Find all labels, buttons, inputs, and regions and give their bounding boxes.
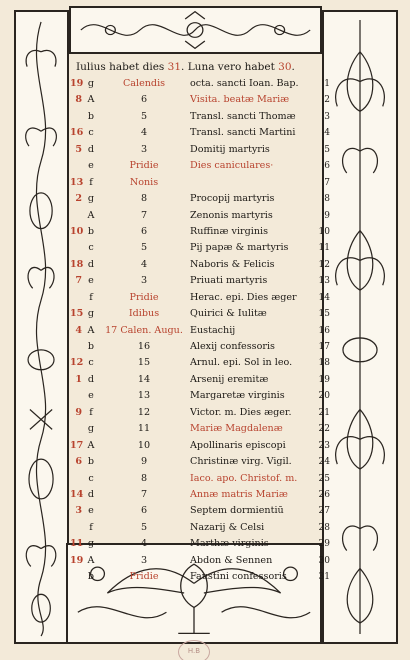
feast-name: Iaco. apo. Christof. m.	[190, 472, 298, 484]
dominical-letter: d	[87, 143, 95, 155]
roman-date: 11	[137, 423, 151, 435]
roman-date: 15	[137, 357, 151, 369]
dominical-letter: c	[88, 357, 94, 369]
flower-column-icon	[324, 12, 396, 642]
day-number: 27	[318, 506, 330, 517]
day-number: 30	[318, 555, 330, 566]
left-border-ornament	[14, 10, 69, 644]
calendar-row	[70, 438, 330, 454]
feast-name: Herac. epi. Dies æger	[190, 291, 297, 303]
dominical-letter: A	[87, 209, 95, 221]
golden-number: 15	[70, 308, 84, 320]
top-border-ornament	[69, 6, 322, 54]
golden-number: 18	[70, 258, 84, 270]
roman-date: 17 Calen. Augu.	[105, 324, 183, 336]
dominical-letter: A	[87, 324, 95, 336]
feast-name: Transl. sancti Thomæ	[190, 110, 296, 122]
day-number: 19	[318, 374, 330, 385]
roman-date: Pridie	[129, 160, 159, 172]
calendar-row	[70, 92, 330, 108]
dominical-letter: c	[88, 472, 94, 484]
feast-name: Mariæ Magdalenæ	[190, 423, 283, 435]
dominical-letter: e	[88, 160, 94, 172]
feast-name: Arsenij eremitæ	[190, 373, 269, 385]
roman-date: 8	[140, 193, 148, 205]
day-number: 28	[318, 522, 330, 533]
roman-date: 9	[140, 456, 148, 468]
calendar-row	[70, 553, 330, 569]
dominical-letter: f	[89, 291, 93, 303]
feast-name: Marthæ virginis	[190, 538, 269, 550]
day-number: 7	[324, 177, 330, 188]
roman-date: 7	[140, 209, 148, 221]
roman-date: 6	[140, 94, 148, 106]
day-number: 10	[318, 226, 330, 237]
day-number: 12	[318, 259, 330, 270]
heading-text-3: .	[291, 61, 295, 73]
roman-date: 5	[140, 242, 148, 254]
dominical-letter: g	[87, 308, 95, 320]
dominical-letter: c	[88, 242, 94, 254]
calendar-row	[70, 125, 330, 141]
day-number: 9	[324, 210, 330, 221]
feast-name: Quirici & Iulitæ	[190, 308, 267, 320]
feast-name: Eustachij	[190, 324, 236, 336]
calendar-row	[70, 536, 330, 552]
feast-name: Faustini confessoris	[190, 571, 287, 583]
dominical-letter: b	[87, 110, 95, 122]
calendar-row	[70, 240, 330, 256]
feast-name: Christinæ virg. Vigil.	[190, 456, 292, 468]
scroll-ornament-icon	[71, 8, 320, 52]
calendar-row	[70, 421, 330, 437]
month-heading	[76, 60, 316, 74]
calendar-row	[70, 520, 330, 536]
calendar-row	[70, 191, 330, 207]
calendar-row	[70, 388, 330, 404]
day-number: 5	[324, 144, 330, 155]
day-number: 21	[318, 407, 330, 418]
calendar-row	[70, 503, 330, 519]
golden-number: 4	[75, 324, 82, 336]
dominical-letter: A	[87, 94, 95, 106]
feast-name: Transl. sancti Martini	[190, 127, 296, 139]
roman-date: 3	[140, 554, 148, 566]
feast-name: Alexij confessoris	[190, 341, 275, 352]
golden-number: 6	[75, 456, 82, 468]
roman-date: 3	[140, 143, 148, 155]
calendar-row	[70, 273, 330, 289]
feast-name: Domitij martyris	[190, 143, 270, 155]
day-number: 22	[318, 424, 330, 435]
roman-date: 6	[140, 505, 148, 517]
dominical-letter: e	[88, 390, 94, 402]
feast-name: Annæ matris Mariæ	[190, 488, 288, 500]
calendar-row	[70, 405, 330, 421]
calendar-row	[70, 372, 330, 388]
library-stamp: H.B	[178, 640, 210, 660]
dominical-letter: A	[87, 554, 95, 566]
calendar-row	[70, 224, 330, 240]
calendar-table	[70, 76, 330, 586]
day-number: 17	[318, 342, 330, 352]
day-number: 2	[324, 95, 330, 106]
golden-number: 11	[70, 538, 84, 550]
calendar-row	[70, 323, 330, 339]
golden-number: 16	[70, 127, 84, 139]
day-number: 4	[324, 128, 330, 139]
dominical-letter: b	[87, 225, 95, 237]
dominical-letter: g	[87, 423, 95, 435]
vine-ornament-icon	[16, 12, 67, 642]
dominical-letter: g	[87, 538, 95, 550]
dominical-letter: f	[89, 176, 93, 188]
feast-name: Zenonis martyris	[190, 209, 273, 221]
day-number: 23	[318, 440, 330, 451]
golden-number: 17	[70, 439, 84, 451]
golden-number: 10	[70, 225, 84, 237]
roman-date: Calendis	[122, 78, 166, 89]
golden-number: 8	[75, 94, 82, 106]
roman-date: 10	[137, 439, 151, 451]
day-number: 18	[318, 358, 330, 369]
golden-number: 19	[70, 78, 84, 89]
dominical-letter: f	[89, 521, 93, 533]
golden-number: 12	[70, 357, 84, 369]
dominical-letter: d	[87, 488, 95, 500]
calendar-row	[70, 208, 330, 224]
day-number: 13	[318, 276, 330, 287]
day-number: 20	[318, 391, 330, 402]
dominical-letter: b	[87, 456, 95, 468]
calendar-row	[70, 109, 330, 125]
roman-date: 16	[137, 341, 151, 352]
feast-name: Septem dormientiū	[190, 505, 284, 517]
dominical-letter: b	[87, 571, 95, 583]
day-number: 15	[318, 309, 330, 320]
feast-name: Visita. beatæ Mariæ	[190, 94, 290, 106]
golden-number: 5	[75, 143, 82, 155]
day-number: 24	[318, 457, 330, 468]
golden-number: 14	[70, 488, 84, 500]
dominical-letter: e	[88, 275, 94, 287]
dominical-letter: d	[87, 373, 95, 385]
calendar-row	[70, 569, 330, 585]
calendar-row	[70, 290, 330, 306]
calendar-row	[70, 487, 330, 503]
lunar-days-count: 30	[278, 61, 292, 73]
dominical-letter: b	[87, 341, 95, 352]
month-days-count: 31	[167, 61, 182, 73]
roman-date: 4	[140, 258, 148, 270]
day-number: 8	[324, 194, 330, 205]
calendar-row	[70, 355, 330, 371]
roman-date: Pridie	[129, 571, 159, 583]
day-number: 6	[324, 161, 330, 172]
day-number: 26	[318, 489, 330, 500]
dominical-letter: A	[87, 439, 95, 451]
golden-number: 19	[70, 554, 84, 566]
golden-number: 3	[75, 505, 82, 517]
dominical-letter: c	[88, 127, 94, 139]
roman-date: Pridie	[129, 291, 159, 303]
day-number: 31	[318, 572, 330, 583]
roman-date: 5	[140, 110, 148, 122]
day-number: 1	[324, 79, 330, 89]
dominical-letter: d	[87, 258, 95, 270]
right-border-ornament	[322, 10, 398, 644]
feast-name: Priuati martyris	[190, 275, 268, 287]
roman-date: 13	[137, 390, 151, 402]
dominical-letter: g	[87, 193, 95, 205]
roman-date: Idibus	[128, 308, 160, 320]
feast-name: octa. sancti Ioan. Bap.	[190, 78, 299, 89]
day-number: 3	[324, 111, 330, 122]
calendar-row	[70, 142, 330, 158]
calendar-row	[70, 454, 330, 470]
roman-date: 7	[140, 488, 148, 500]
roman-date: 5	[140, 521, 148, 533]
feast-name: Nazarij & Celsi	[190, 521, 265, 533]
roman-date: 12	[137, 406, 151, 418]
golden-number: 13	[70, 176, 84, 188]
heading-text-2: . Luna vero habet	[181, 61, 279, 73]
roman-date: Nonis	[129, 176, 159, 188]
feast-name: Margaretæ virginis	[190, 390, 285, 402]
roman-date: 6	[140, 225, 148, 237]
feast-name: Naboris & Felicis	[190, 258, 275, 270]
feast-name: Apollinaris episcopi	[190, 439, 286, 451]
calendar-row	[70, 158, 330, 174]
dominical-letter: f	[89, 406, 93, 418]
golden-number: 2	[75, 193, 82, 205]
golden-number: 9	[75, 406, 82, 418]
feast-name: Pij papæ & martyris	[190, 242, 289, 254]
feast-name: Victor. m. Dies æger.	[190, 406, 292, 418]
heading-text-1: Iulius habet dies	[76, 61, 168, 73]
golden-number: 7	[75, 275, 82, 287]
roman-date: 4	[140, 538, 148, 550]
feast-name: Procopij martyris	[190, 193, 275, 205]
calendar-row	[70, 175, 330, 191]
roman-date: 4	[140, 127, 148, 139]
calendar-row	[70, 306, 330, 322]
day-number: 29	[318, 539, 330, 550]
golden-number: 1	[75, 373, 82, 385]
calendar-row	[70, 471, 330, 487]
day-number: 14	[318, 292, 330, 303]
calendar-row	[70, 339, 330, 355]
day-number: 25	[318, 473, 330, 484]
roman-date: 3	[140, 275, 148, 287]
day-number: 16	[318, 325, 330, 336]
roman-date: 8	[140, 472, 148, 484]
feast-name: Arnul. epi. Sol in leo.	[190, 357, 293, 369]
feast-name: Abdon & Sennen	[190, 554, 273, 566]
feast-name: Dies caniculares·	[190, 160, 274, 172]
day-number: 11	[318, 243, 330, 254]
dominical-letter: e	[88, 505, 94, 517]
calendar-row	[70, 257, 330, 273]
calendar-row	[70, 76, 330, 92]
feast-name: Ruffinæ virginis	[190, 225, 268, 237]
dominical-letter: g	[87, 78, 95, 89]
roman-date: 14	[137, 373, 151, 385]
